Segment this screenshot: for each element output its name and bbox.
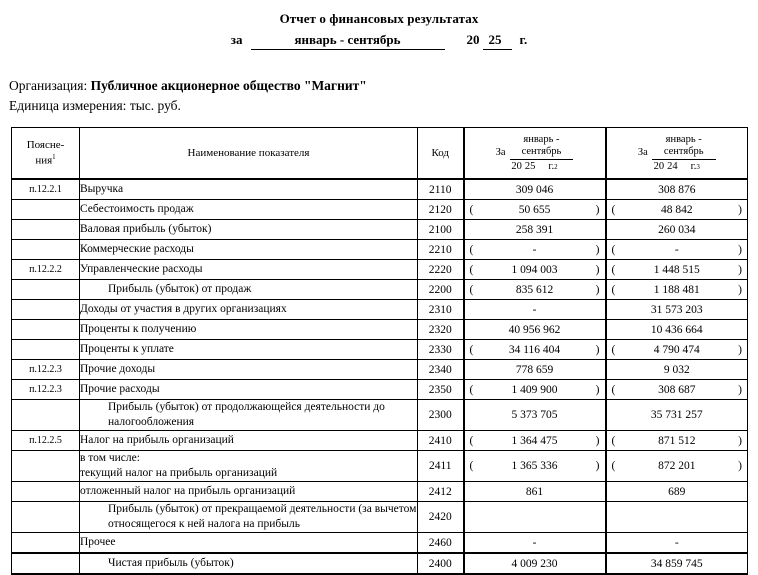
cell-indicator-name: Проценты к уплате [80, 340, 418, 360]
previous-year: 24 [667, 160, 678, 172]
cell-value-current [464, 400, 606, 431]
cell-code: 2210 [418, 240, 464, 260]
cell-value-previous [606, 553, 748, 574]
cell-value-current [464, 200, 606, 220]
reporting-period-line [0, 32, 758, 50]
paren-close: ) [738, 263, 742, 276]
current-footnote-marker: 2 [554, 162, 558, 171]
paren-open: ( [611, 343, 616, 356]
cell-value-current [464, 220, 606, 240]
cell-indicator-name: Коммерческие расходы [80, 240, 418, 260]
value-number: 1 448 515 [653, 263, 700, 276]
indicator-name-line1: в том числе: [80, 452, 140, 465]
paren-close: ) [738, 434, 742, 447]
cell-value-previous [606, 179, 748, 200]
table-body [12, 179, 748, 574]
cell-value-previous [606, 533, 748, 554]
table-row [12, 400, 748, 431]
cell-explanation [12, 200, 80, 220]
cell-indicator-name: Доходы от участия в других организациях [80, 300, 418, 320]
paren-open: ( [611, 283, 616, 296]
value-number: 872 201 [658, 460, 696, 473]
current-year: 25 [524, 160, 536, 172]
paren-close: ) [595, 243, 600, 256]
value-number: 40 956 962 [508, 323, 561, 336]
value-number: 31 573 203 [650, 303, 703, 316]
financial-table-container [0, 127, 758, 575]
paren-close: ) [595, 460, 600, 473]
cell-indicator-name: Проценты к получению [80, 320, 418, 340]
cell-explanation [12, 220, 80, 240]
document-header [0, 0, 758, 50]
value-number: 871 512 [658, 434, 696, 447]
cell-indicator-name: Чистая прибыль (убыток) [80, 553, 418, 574]
table-row [12, 240, 748, 260]
cell-code: 2460 [418, 533, 464, 554]
value-number: 4 790 474 [653, 343, 700, 356]
cell-code: 2310 [418, 300, 464, 320]
value-number: - [532, 303, 537, 316]
cell-explanation [12, 340, 80, 360]
value-number: 309 046 [515, 183, 554, 196]
table-row [12, 300, 748, 320]
previous-year-suffix: г. [690, 160, 697, 172]
paren-close: ) [595, 203, 600, 216]
cell-code: 2120 [418, 200, 464, 220]
cell-value-current [464, 300, 606, 320]
cell-value-previous [606, 280, 748, 300]
column-header-explanations [12, 128, 80, 180]
cell-value-current [464, 451, 606, 482]
value-number: 34 859 745 [650, 557, 703, 570]
cell-explanation [12, 533, 80, 554]
table-row [12, 280, 748, 300]
cell-indicator-name: Выручка [80, 179, 418, 200]
paren-open: ( [611, 203, 616, 216]
cell-value-current [464, 340, 606, 360]
paren-open: ( [469, 383, 474, 396]
cell-value-previous [606, 400, 748, 431]
cell-value-current [464, 320, 606, 340]
unit-label: Единица измерения: [9, 97, 127, 113]
paren-close: ) [738, 343, 742, 356]
value-number: 4 009 230 [511, 557, 558, 570]
cell-explanation [12, 451, 80, 482]
value-number: 861 [525, 485, 544, 498]
cell-value-previous [606, 220, 748, 240]
paren-open: ( [469, 343, 474, 356]
cell-code: 2300 [418, 400, 464, 431]
cell-indicator-name: Прочее [80, 533, 418, 554]
unit-value: тыс. руб. [129, 97, 181, 113]
column-header-previous-period [606, 128, 748, 180]
cell-value-current [464, 260, 606, 280]
cell-explanation [12, 400, 80, 431]
table-row [12, 220, 748, 240]
year-suffix: г. [519, 32, 528, 48]
cell-explanation [12, 482, 80, 502]
cell-value-current [464, 360, 606, 380]
table-row [12, 179, 748, 200]
paren-close: ) [738, 460, 742, 473]
organization-name: Публичное акционерное общество "Магнит" [90, 78, 367, 94]
value-number: 1 094 003 [511, 263, 558, 276]
table-row [12, 380, 748, 400]
paren-open: ( [469, 203, 474, 216]
paren-open: ( [611, 460, 616, 473]
value-number: - [532, 536, 537, 549]
value-number: 689 [668, 485, 686, 498]
paren-close: ) [595, 283, 600, 296]
cell-value-previous [606, 260, 748, 280]
paren-close: ) [738, 203, 742, 216]
cell-value-previous [606, 200, 748, 220]
value-number: - [674, 243, 679, 256]
document-title: Отчет о финансовых результатах [279, 11, 479, 26]
paren-open: ( [469, 283, 474, 296]
previous-za-label: За [637, 146, 648, 158]
value-number: - [674, 536, 679, 549]
paren-open: ( [469, 434, 474, 447]
value-number: 778 659 [515, 363, 554, 376]
table-row [12, 482, 748, 502]
cell-code: 2220 [418, 260, 464, 280]
cell-value-current [464, 553, 606, 574]
cell-explanation: п.12.2.1 [12, 179, 80, 200]
cell-code: 2340 [418, 360, 464, 380]
previous-footnote-marker: 3 [696, 162, 700, 171]
unit-row [9, 96, 758, 116]
column-header-current-period [464, 128, 606, 180]
current-year-prefix: 20 [511, 160, 522, 172]
cell-value-previous [606, 451, 748, 482]
table-row [12, 533, 748, 554]
cell-indicator-name: Управленческие расходы [80, 260, 418, 280]
previous-month-top: январь - [665, 133, 702, 145]
table-row [12, 320, 748, 340]
cell-indicator-name: Прибыль (убыток) от продолжающейся деятельности до налогообложения [80, 400, 418, 431]
current-month-top: январь - [523, 133, 560, 145]
cell-value-current [464, 380, 606, 400]
cell-value-previous [606, 320, 748, 340]
explanations-line1: Поясне- [26, 139, 65, 152]
cell-indicator-name: Валовая прибыль (убыток) [80, 220, 418, 240]
year-value: 25 [483, 32, 512, 50]
table-row [12, 553, 748, 574]
explanations-line2: ния [35, 154, 53, 167]
cell-code: 2410 [418, 431, 464, 451]
cell-value-current [464, 240, 606, 260]
financial-results-table [11, 127, 748, 575]
cell-value-previous [606, 380, 748, 400]
cell-indicator-name: Налог на прибыль организаций [80, 431, 418, 451]
cell-explanation [12, 240, 80, 260]
current-month-bottom: сентябрь [510, 146, 574, 160]
cell-value-current [464, 502, 606, 533]
cell-value-previous [606, 340, 748, 360]
organization-label: Организация: [9, 78, 88, 94]
cell-value-current [464, 482, 606, 502]
table-row [12, 260, 748, 280]
organization-row [9, 76, 758, 96]
table-row [12, 451, 748, 482]
value-number: 258 391 [515, 223, 554, 236]
cell-explanation: п.12.2.5 [12, 431, 80, 451]
previous-month-bottom: сентябрь [652, 146, 716, 160]
cell-value-current [464, 280, 606, 300]
value-number: 1 409 900 [511, 383, 558, 396]
current-za-label: За [495, 146, 506, 158]
paren-close: ) [595, 343, 600, 356]
period-value: январь - сентябрь [251, 32, 445, 50]
cell-indicator-name: Прибыль (убыток) от продаж [80, 280, 418, 300]
cell-explanation: п.12.2.3 [12, 360, 80, 380]
table-row [12, 340, 748, 360]
current-year-suffix: г. [548, 160, 555, 172]
paren-close: ) [595, 434, 600, 447]
column-header-code: Код [418, 128, 464, 180]
paren-open: ( [469, 460, 474, 473]
cell-explanation [12, 320, 80, 340]
previous-year-prefix: 20 [653, 160, 665, 172]
paren-open: ( [611, 263, 616, 276]
cell-code: 2412 [418, 482, 464, 502]
cell-value-previous [606, 502, 748, 533]
cell-explanation: п.12.2.2 [12, 260, 80, 280]
column-header-indicator-name: Наименование показателя [80, 128, 418, 180]
cell-value-previous [606, 482, 748, 502]
paren-close: ) [595, 263, 600, 276]
cell-value-previous [606, 300, 748, 320]
value-number: 260 034 [658, 223, 696, 236]
paren-close: ) [738, 283, 742, 296]
cell-explanation [12, 300, 80, 320]
cell-value-current [464, 533, 606, 554]
cell-code: 2400 [418, 553, 464, 574]
cell-indicator-name: Прочие доходы [80, 360, 418, 380]
cell-value-current [464, 431, 606, 451]
indicator-name-line2: текущий налог на прибыль организаций [80, 467, 278, 480]
value-number: 308 876 [658, 183, 696, 196]
table-row [12, 431, 748, 451]
cell-indicator-name: Прочие расходы [80, 380, 418, 400]
cell-code: 2350 [418, 380, 464, 400]
value-number: 9 032 [663, 363, 690, 376]
value-number: 1 365 336 [511, 460, 558, 473]
paren-close: ) [738, 383, 742, 396]
paren-open: ( [469, 263, 474, 276]
value-number: 34 116 404 [508, 343, 561, 356]
cell-indicator-name: Прибыль (убыток) от прекращаемой деятельности (за вычетом относящегося к ней налога на прибыль [80, 502, 418, 533]
paren-open: ( [469, 243, 474, 256]
cell-indicator-name [80, 451, 418, 482]
cell-code: 2200 [418, 280, 464, 300]
year-prefix: 20 [466, 32, 480, 48]
value-number: 308 687 [658, 383, 696, 396]
paren-close: ) [738, 243, 742, 256]
paren-open: ( [611, 383, 616, 396]
explanations-footnote-marker: 1 [52, 153, 56, 162]
cell-explanation: п.12.2.3 [12, 380, 80, 400]
cell-indicator-name: отложенный налог на прибыль организаций [80, 482, 418, 502]
organization-info [0, 76, 758, 115]
paren-close: ) [595, 383, 600, 396]
cell-value-current [464, 179, 606, 200]
cell-code: 2320 [418, 320, 464, 340]
value-number: 1 188 481 [653, 283, 700, 296]
value-number: 5 373 705 [511, 409, 558, 422]
cell-explanation [12, 502, 80, 533]
cell-value-previous [606, 240, 748, 260]
cell-code: 2420 [418, 502, 464, 533]
cell-code: 2110 [418, 179, 464, 200]
value-number: 1 364 475 [511, 434, 558, 447]
cell-indicator-name: Себестоимость продаж [80, 200, 418, 220]
table-header-row [12, 128, 748, 180]
table-row [12, 502, 748, 533]
cell-value-previous [606, 360, 748, 380]
value-number: 835 612 [515, 283, 554, 296]
value-number: 48 842 [660, 203, 693, 216]
cell-code: 2411 [418, 451, 464, 482]
table-row [12, 200, 748, 220]
paren-open: ( [611, 434, 616, 447]
paren-open: ( [611, 243, 616, 256]
table-row [12, 360, 748, 380]
cell-explanation [12, 280, 80, 300]
cell-code: 2330 [418, 340, 464, 360]
cell-code: 2100 [418, 220, 464, 240]
value-number: 10 436 664 [650, 323, 703, 336]
value-number: - [532, 243, 537, 256]
value-number: 35 731 257 [650, 409, 703, 422]
period-za-label: за [230, 32, 243, 48]
value-number: 50 655 [518, 203, 551, 216]
cell-explanation [12, 553, 80, 574]
cell-value-previous [606, 431, 748, 451]
